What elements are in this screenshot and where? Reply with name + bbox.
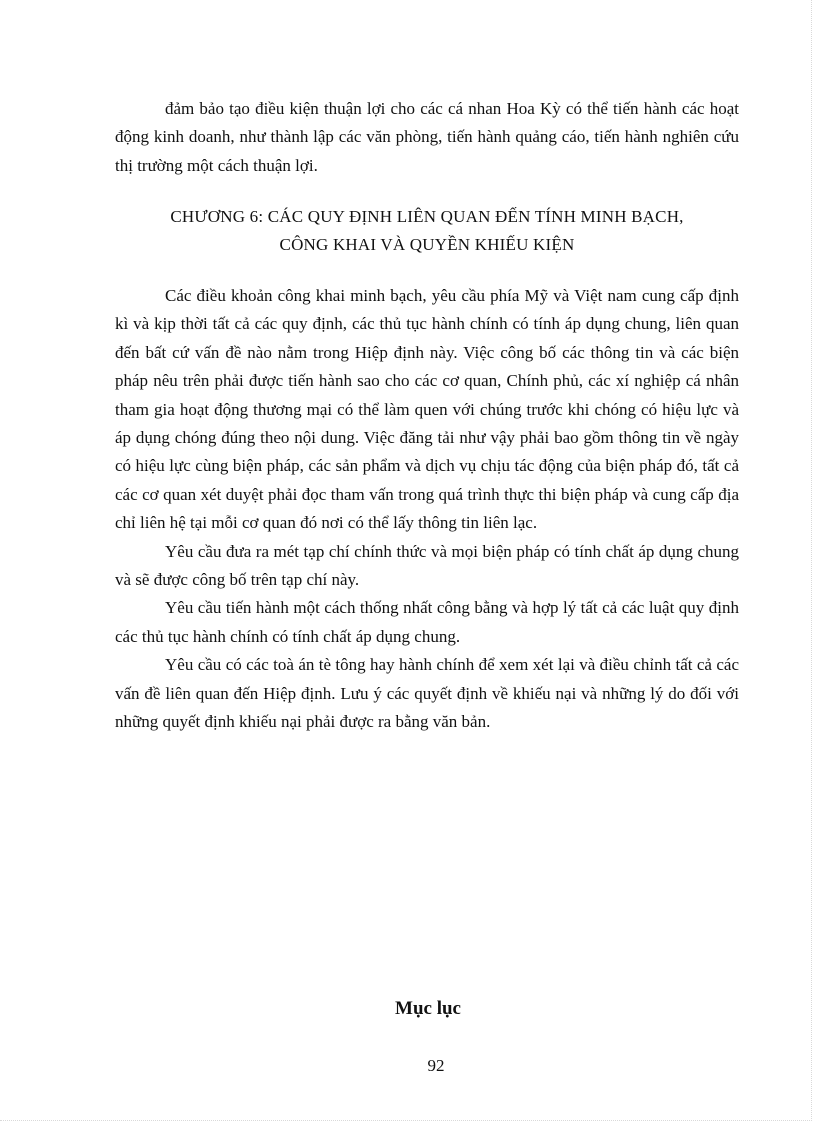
paragraph-uniform-administration: Yêu cầu tiến hành một cách thống nhất công bằng và hợp lý tất cả các luật quy định các thủ tục hành chính có tính chất áp dụng chung. <box>115 598 739 646</box>
intro-paragraph: đảm bảo tạo điều kiện thuận lợi cho các cá nhan Hoa Kỳ có thể tiến hành các hoạt động kinh doanh, như thành lập các văn phòng, tiến hành quảng cáo, tiến hành nghiên cứu thị trường một cách thuận lợi. <box>115 99 739 175</box>
intro-text-block <box>115 95 739 180</box>
chapter-heading <box>115 203 739 259</box>
chapter-heading-line-2: CÔNG KHAI VÀ QUYỀN KHIẾU KIỆN <box>279 235 575 254</box>
chapter-heading-line-1: CHƯƠNG 6: CÁC QUY ĐỊNH LIÊN QUAN ĐẾN TÍNH MINH BẠCH, <box>170 207 684 226</box>
paragraph-transparency: Các điều khoản công khai minh bạch, yêu cầu phía Mỹ và Việt nam cung cấp định kì và kịp thời tất cả các quy định, các thủ tục hành chính có tính áp dụng chung, liên quan đến bất cứ vấn đề nào nằm trong Hiệp định này. Việc công bố các thông tin và các biện pháp nêu trên phải được tiến hành sao cho các cơ quan, Chính phủ, các xí nghiệp cá nhân tham gia hoạt động thương mại có thể làm quen với chúng trước khi chóng có hiệu lực và áp dụng chóng đúng theo nội dung. Việc đăng tải như vậy phải bao gồm thông tin về ngày có hiệu lực cùng biện pháp, các sản phẩm và dịch vụ chịu tác động của biện pháp đó, tất cả các cơ quan xét duyệt phải đọc tham vấn trong quá trình thực thi biện pháp và cung cấp địa chỉ liên hệ tại mỗi cơ quan đó nơi có thể lấy thông tin liên lạc. <box>115 286 739 533</box>
paragraph-courts-review: Yêu cầu có các toà án tè tông hay hành chính để xem xét lại và điều chỉnh tất cả các vấn đề liên quan đến Hiệp định. Lưu ý các quyết định về khiếu nại và những lý do đối với những quyết định khiếu nại phải được ra bằng văn bản. <box>115 655 739 732</box>
paragraph-official-journal: Yêu cầu đưa ra mét tạp chí chính thức và mọi biện pháp có tính chất áp dụng chung và sẽ được công bố trên tạp chí này. <box>115 541 739 590</box>
page-number: 92 <box>427 1056 445 1075</box>
toc-title: Mục lục <box>395 998 461 1019</box>
body-text-block <box>115 282 739 737</box>
